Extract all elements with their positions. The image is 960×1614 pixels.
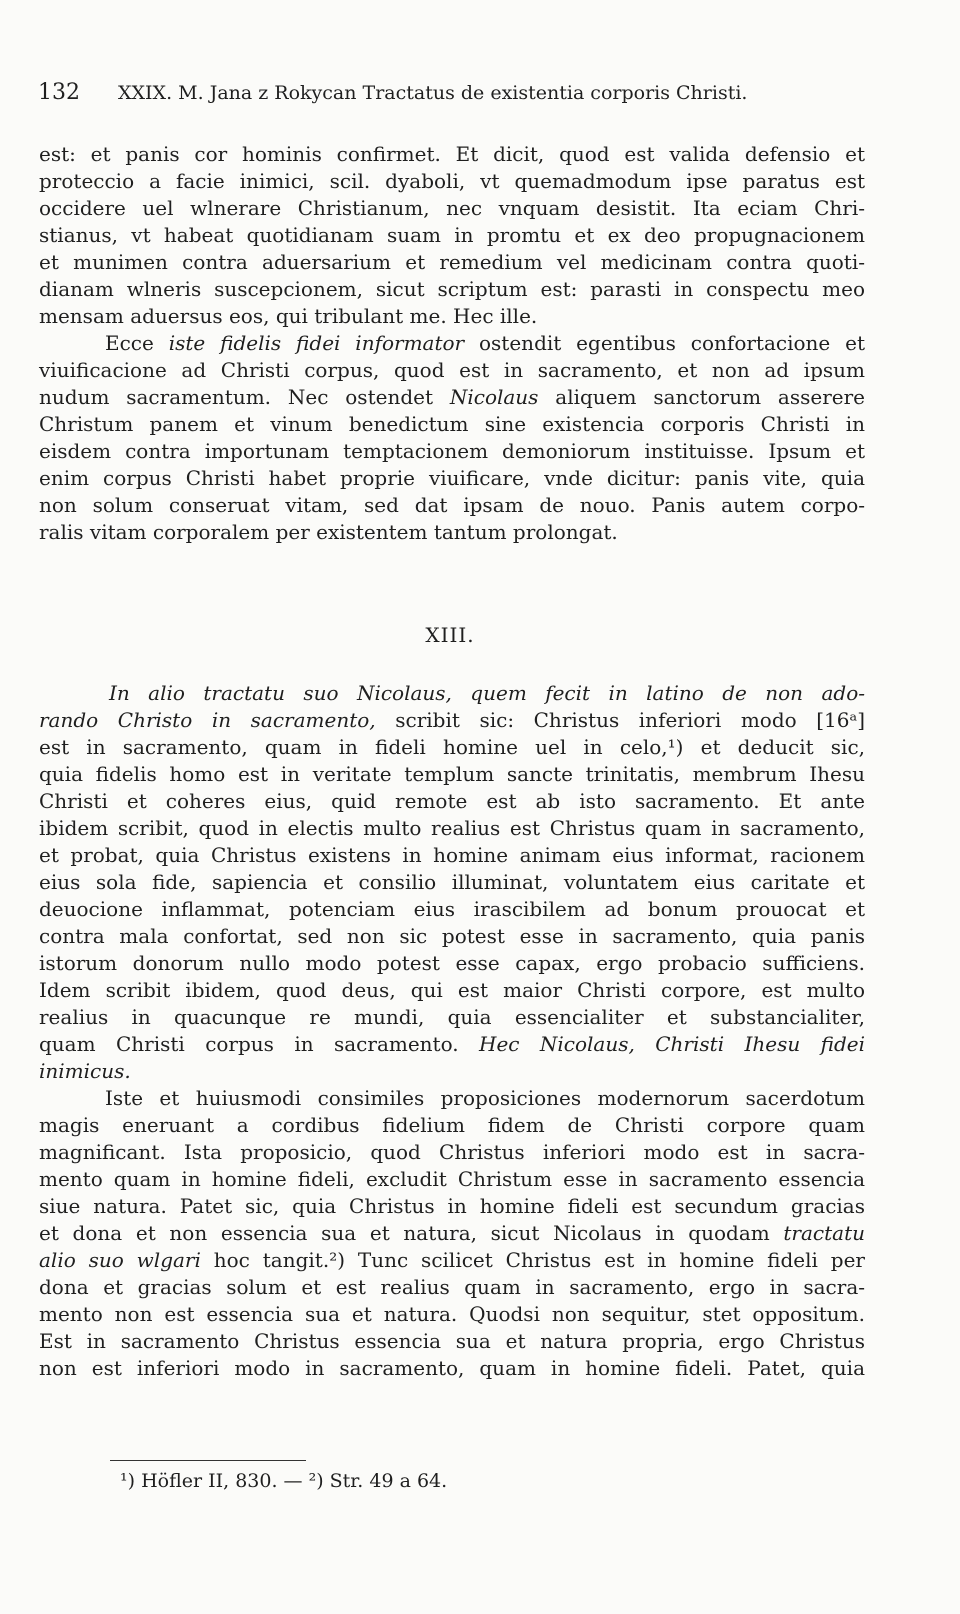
text-run: dona et gracias solum et est realius quam in sacramento, ergo in sacra- [39,1275,865,1299]
italic-text-run: tractatu [783,1221,865,1245]
text-run: realius in quacunque re mundi, quia essencialiter et substancialiter, [39,1005,865,1029]
text-run: hoc tangit.²) Tunc scilicet Christus est in homine fideli per [200,1248,865,1272]
running-header [38,80,898,105]
text-line [39,1058,865,1085]
text-line [39,222,865,249]
text-line [39,1247,865,1274]
text-line [39,977,865,1004]
text-run: proteccio a facie inimici, scil. dyaboli, vt quemadmodum ipse paratus est [39,169,865,193]
text-line [39,168,865,195]
text-line [39,384,865,411]
text-run: Ecce [105,331,169,355]
text-line [39,923,865,950]
text-run: non solum conseruat vitam, sed dat ipsam de nouo. Panis autem corpo- [39,493,865,517]
italic-text-run: rando Christo in sacramento, [39,708,376,732]
text-run: aliquem sanctorum asserere [538,385,866,409]
text-run: mento quam in homine fideli, excludit Christum esse in sacramento essencia [39,1167,865,1191]
italic-text-run: Hec Nicolaus, Christi Ihesu fidei [479,1032,865,1056]
italic-text-run: In alio tractatu suo Nicolaus, quem fecit in latino de non ado- [109,681,865,705]
text-line [39,761,865,788]
text-line [39,1328,865,1355]
text-run: ibidem scribit, quod in electis multo realius est Christus quam in sacramento, [39,816,865,840]
running-title: XXIX. M. Jana z Rokycan Tractatus de existentia corporis Christi. [118,82,748,104]
text-run: occidere uel wlnerare Christianum, nec vnquam desistit. Ita eciam Chri- [39,196,865,220]
text-line [39,465,865,492]
text-run: quia fidelis homo est in veritate templum sancte trinitatis, membrum Ihesu [39,762,865,786]
italic-text-run: Nicolaus [449,385,539,409]
text-run: Idem scribit ibidem, quod deus, qui est maior Christi corpore, est multo [39,978,865,1002]
text-line [39,411,865,438]
footnotes: ¹) Höfler II, 830. — ²) Str. 49 a 64. [120,1470,448,1492]
text-run: et dona et non essencia sua et natura, sicut Nicolaus in quodam [39,1221,784,1245]
text-run: siue natura. Patet sic, quia Christus in homine fideli est secundum gracias [39,1194,865,1218]
text-line [39,492,865,519]
text-line [39,1139,865,1166]
text-line [39,1031,865,1058]
text-line [39,1004,865,1031]
footnote-rule [110,1460,306,1461]
text-line [39,788,865,815]
text-run: dianam wlneris suscepcionem, sicut scriptum est: parasti in conspectu meo [39,277,865,301]
text-line [39,141,865,168]
text-run: scribit sic: Christus inferiori modo [16ᵃ] [375,708,866,732]
text-line [39,276,865,303]
text-line [39,869,865,896]
text-line [39,357,865,384]
text-run: magnificant. Ista proposicio, quod Christus inferiori modo est in sacra- [39,1140,865,1164]
text-run: istorum donorum nullo modo potest esse capax, ergo probacio sufficiens. [39,951,865,975]
text-run: ralis vitam corporalem per existentem tantum prolongat. [39,520,618,544]
text-line [39,950,865,977]
italic-text-run: inimicus. [39,1059,131,1083]
text-run: enim corpus Christi habet proprie viuificare, vnde dicitur: panis vite, quia [39,466,865,490]
text-run: deuocione inflammat, potenciam eius irascibilem ad bonum prouocat et [39,897,865,921]
text-run: mento non est essencia sua et natura. Quodsi non sequitur, stet oppositum. [39,1302,865,1326]
text-line [39,896,865,923]
italic-text-run: alio suo wlgari [39,1248,201,1272]
text-line [39,815,865,842]
text-line [39,734,865,761]
text-run: eisdem contra importunam temptacionem demoniorum instituisse. Ipsum et [39,439,865,463]
text-line [39,1112,865,1139]
text-run: magis eneruant a cordibus fidelium fidem de Christi corpore quam [39,1113,865,1137]
text-line [39,303,865,330]
text-line [39,195,865,222]
text-line [39,1355,865,1382]
text-line [39,519,865,546]
text-run: stianus, vt habeat quotidianam suam in promtu et ex deo propugnacionem [39,223,865,247]
text-run: est: et panis cor hominis confirmet. Et dicit, quod est valida defensio et [39,142,865,166]
section-heading: XIII. [425,623,475,647]
text-run: Iste et huiusmodi consimiles proposiciones modernorum sacerdotum [105,1086,865,1110]
body-text-section-1 [39,141,865,546]
text-line [39,249,865,276]
text-line [39,680,865,707]
body-text-section-2 [39,680,865,1382]
text-run: eius sola fide, sapiencia et consilio illuminat, voluntatem eius caritate et [39,870,865,894]
text-run: ostendit egentibus confortacione et [464,331,865,355]
text-run: contra mala confortat, sed non sic potest esse in sacramento, quia panis [39,924,865,948]
page-number: 132 [38,80,80,105]
text-run: viuificacione ad Christi corpus, quod est in sacramento, et non ad ipsum [39,358,865,382]
text-line [39,1274,865,1301]
text-run: mensam aduersus eos, qui tribulant me. Hec ille. [39,304,538,328]
text-line [39,842,865,869]
text-run: et munimen contra aduersarium et remedium vel medicinam contra quoti- [39,250,865,274]
text-run: quam Christi corpus in sacramento. [39,1032,480,1056]
text-line [39,1166,865,1193]
text-run: Est in sacramento Christus essencia sua et natura propria, ergo Christus [39,1329,865,1353]
text-run: et probat, quia Christus existens in homine animam eius informat, racionem [39,843,865,867]
text-run: est in sacramento, quam in fideli homine uel in celo,¹) et deducit sic, [39,735,865,759]
text-run: Christum panem et vinum benedictum sine existencia corporis Christi in [39,412,865,436]
text-line [39,438,865,465]
text-line [39,1220,865,1247]
text-line [39,707,865,734]
text-line [39,330,865,357]
italic-text-run: iste fidelis fidei informator [168,331,465,355]
text-run: non est inferiori modo in sacramento, quam in homine fideli. Patet, quia [39,1356,865,1380]
text-line [39,1301,865,1328]
text-line [39,1193,865,1220]
text-run: nudum sacramentum. Nec ostendet [39,385,450,409]
text-line [39,1085,865,1112]
text-run: Christi et coheres eius, quid remote est ab isto sacramento. Et ante [39,789,865,813]
